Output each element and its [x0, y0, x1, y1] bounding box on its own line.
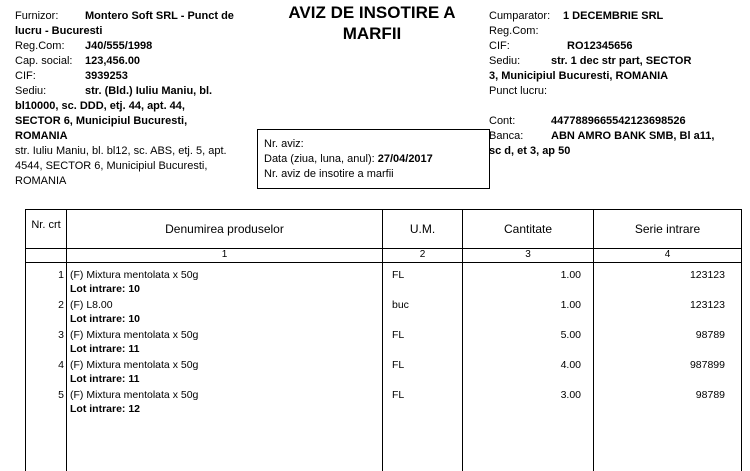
supplier-cif-label: CIF: — [15, 70, 36, 82]
supplier-block — [15, 9, 251, 189]
buyer-banca-label: Banca: — [489, 130, 524, 142]
col-number: 3 — [525, 249, 531, 260]
supplier-regcom-label: Reg.Com: — [15, 40, 65, 52]
table-row — [26, 328, 741, 358]
supplier-address2: str. Iuliu Maniu, bl. bl12, sc. ABS, etj. 5, apt. 4544, SECTOR 6, Municipiul Bucuresti, ROMANIA — [15, 145, 227, 187]
table-row — [26, 268, 741, 298]
supplier-sediu: str. (Bld.) Iuliu Maniu, bl. — [85, 85, 213, 97]
supplier-label: Furnizor: — [15, 10, 59, 22]
nr-aviz-label: Nr. aviz: — [264, 138, 304, 150]
row-lot: Lot intrare: 12 — [70, 403, 141, 415]
buyer-cif-label: CIF: — [489, 40, 510, 52]
supplier-sediu-cont: bl10000, sc. DDD, etj. 44, apt. 44, SECTOR 6, Municipiul Bucuresti, ROMANIA — [15, 100, 188, 142]
products-table — [25, 209, 742, 471]
col-number: 1 — [221, 249, 228, 260]
table-row — [26, 298, 741, 328]
row-lot: Lot intrare: 10 — [70, 313, 141, 325]
header-um: U.M. — [409, 222, 436, 236]
header-cantitate: Cantitate — [503, 222, 553, 236]
supplier-capsocial: 123,456.00 — [85, 55, 141, 67]
info-box — [257, 129, 490, 189]
supplier-name-cont: lucru - Bucuresti — [15, 25, 103, 37]
date-label: Data (ziua, luna, anul): — [264, 153, 375, 165]
row-um: buc — [392, 299, 409, 311]
row-qty: 3.00 — [560, 389, 581, 401]
row-product-name: (F) Mixtura mentolata x 50g — [70, 359, 199, 371]
row-serie: 98789 — [695, 329, 725, 341]
row-qty: 1.00 — [560, 299, 581, 311]
table-row — [26, 388, 741, 418]
supplier-capsocial-label: Cap. social: — [15, 55, 73, 67]
row-product-name: (F) Mixtura mentolata x 50g — [70, 329, 199, 341]
row-nr: 3 — [58, 329, 64, 341]
header-nr: Nr. crt — [31, 219, 61, 231]
row-um: FL — [392, 359, 405, 371]
buyer-punct-label: Punct lucru: — [489, 85, 548, 97]
buyer-sediu-label: Sediu: — [489, 55, 521, 67]
table-header — [26, 210, 741, 249]
row-um: FL — [392, 389, 405, 401]
row-nr: 4 — [58, 359, 64, 371]
col-number: 4 — [664, 249, 671, 260]
supplier-sediu-label: Sediu: — [15, 85, 47, 97]
nr-aviz-insotire-label: Nr. aviz de insotire a marfii — [264, 168, 394, 180]
buyer-cont: 4477889665542123698526 — [551, 115, 686, 127]
row-nr: 1 — [58, 269, 64, 281]
row-nr: 2 — [58, 299, 64, 311]
row-um: FL — [392, 329, 405, 341]
row-nr: 5 — [58, 389, 64, 401]
col-number: 2 — [419, 249, 426, 260]
row-lot: Lot intrare: 10 — [70, 283, 141, 295]
row-product-name: (F) Mixtura mentolata x 50g — [70, 269, 199, 281]
buyer-block — [489, 9, 739, 159]
row-lot: Lot intrare: 11 — [70, 343, 140, 355]
date-value: 27/04/2017 — [377, 153, 433, 165]
table-row — [26, 358, 741, 388]
row-lot: Lot intrare: 11 — [70, 373, 140, 385]
buyer-label: Cumparator: — [489, 10, 551, 22]
buyer-regcom-label: Reg.Com: — [489, 25, 539, 37]
row-serie: 987899 — [689, 359, 725, 371]
header-denumire: Denumirea produselor — [165, 222, 284, 236]
row-qty: 1.00 — [560, 269, 581, 281]
row-product-name: (F) L8.00 — [70, 299, 113, 311]
supplier-cif: 3939253 — [85, 70, 128, 82]
buyer-name: 1 DECEMBRIE SRL — [563, 10, 664, 22]
column-numbers — [26, 248, 741, 263]
supplier-name: Montero Soft SRL - Punct de — [85, 10, 234, 22]
row-qty: 5.00 — [560, 329, 581, 341]
buyer-banca: ABN AMRO BANK SMB, Bl a11, — [551, 130, 715, 142]
header-serie: Serie intrare — [634, 222, 701, 236]
buyer-sediu-cont: 3, Municipiul Bucuresti, ROMANIA — [489, 70, 669, 82]
buyer-cont-label: Cont: — [489, 115, 516, 127]
row-serie: 98789 — [695, 389, 725, 401]
row-product-name: (F) Mixtura mentolata x 50g — [70, 389, 199, 401]
row-serie: 123123 — [689, 269, 725, 281]
buyer-cif: RO12345656 — [567, 40, 633, 52]
document-title: AVIZ DE INSOTIRE A MARFII — [288, 3, 456, 43]
supplier-regcom: J40/555/1998 — [85, 40, 153, 52]
buyer-banca-cont: sc d, et 3, ap 50 — [489, 145, 571, 157]
row-um: FL — [392, 269, 405, 281]
buyer-sediu: str. 1 dec str part, SECTOR — [551, 55, 692, 67]
row-qty: 4.00 — [560, 359, 581, 371]
row-serie: 123123 — [689, 299, 725, 311]
